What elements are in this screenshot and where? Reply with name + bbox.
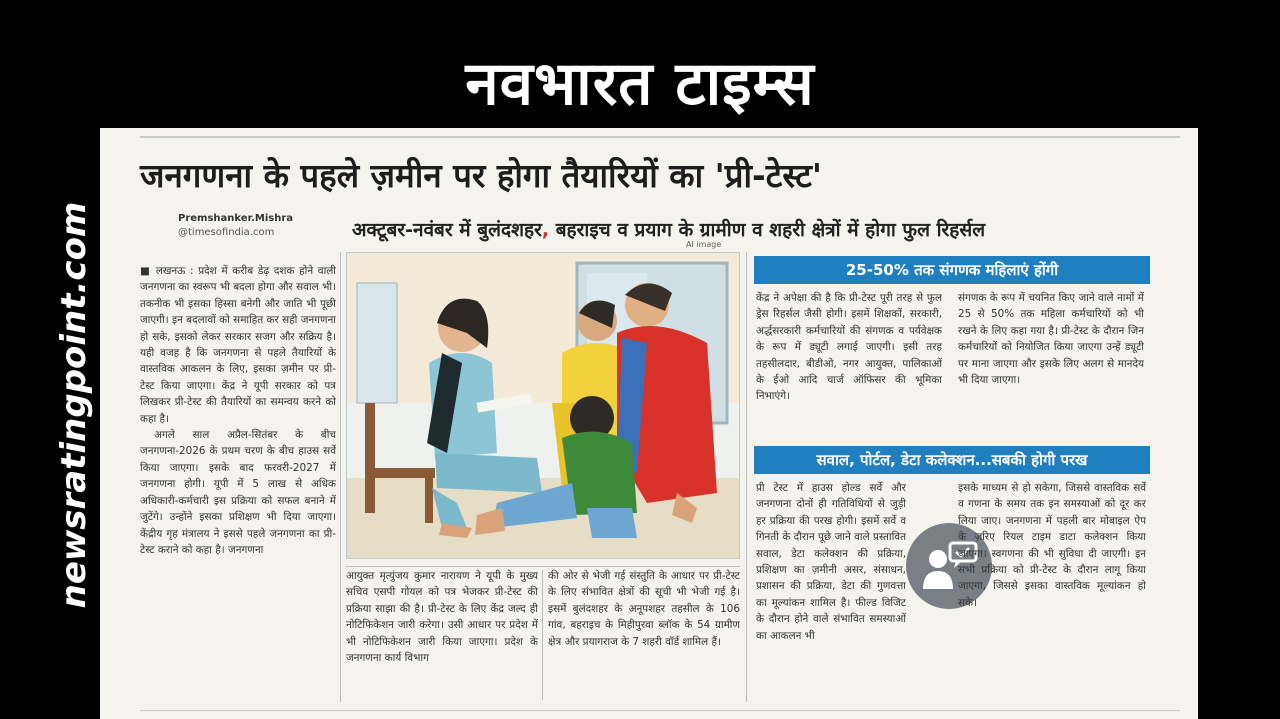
- box1-column-1-text: केंद्र ने अपेक्षा की है कि प्री-टेस्ट पूरी तरह से फुल ड्रेस रिहर्सल जैसी होगी। इसमें शिक्षकों, सरकारी, अर्द्धसरकारी कर्मचारियों की संगणक व पर्यवेक्षक के रूप में ड्यूटी लगाई जाएगी। इसी तरह तहसीलदार, बीडीओ, नगर आयुक्त, पालिकाओं के ईओ आदि चार्ज ऑफिसर की भूमिका निभाएंगे।: [756, 292, 942, 403]
- subhead-part1: अक्टूबर-नवंबर में बुलंदशहर: [352, 219, 542, 241]
- box2-title-bar: [754, 446, 1150, 474]
- subhead-part2: बहराइच व प्रयाग के ग्रामीण व शहरी क्षेत्रों में होगा फुल रिहर्सल: [549, 219, 986, 241]
- box1-column-2: [958, 290, 1144, 438]
- column-divider: [542, 570, 543, 700]
- newspaper-clipping: [100, 128, 1198, 719]
- column-2: [346, 568, 538, 703]
- box2-column-2-text: इसके माध्यम से हो सकेगा, जिससे वास्तविक सर्वे व गणना के समय तक इन समस्याओं को दूर कर लिया जाए। जनगणना में पहली बार मोबाइल ऐप के ज़रिए रियल टाइम डाटा कलेक्शन किया जाएगा। स्वगणना की भी सुविधा दी जाएगी। इन सभी प्रक्रिया को प्री-टेस्ट के दौरान लागू किया जाएगा, जिससे इसका वास्तविक मूल्यांकन हो सके।: [958, 482, 1146, 609]
- column-1: [140, 263, 336, 703]
- box2-title: सवाल, पोर्टल, डेटा कलेक्शन...सबकी होगी परख: [816, 451, 1088, 469]
- ai-image-label: AI image: [686, 240, 722, 249]
- subhead-comma: ,: [541, 219, 550, 241]
- article-subhead: [352, 216, 985, 242]
- article-headline: जनगणना के पहले ज़मीन पर होगा तैयारियों का 'प्री-टेस्ट': [140, 156, 822, 195]
- census-illustration: [346, 252, 740, 559]
- column-1-paragraph-2: अगले साल अप्रैल-सितंबर के बीच जनगणना-2026 के प्रथम चरण के बीच हाउस सर्वे किया जाएगा। इसके बाद फरवरी-2027 में जनगणना होगी। यूपी में 5 लाख से अधिक अधिकारी-कर्मचारी इस प्रक्रिया को सफल बनाने में जुटेंगे। उन्होंने इसका प्रशिक्षण भी दिया जाएगा। केंद्रीय गृह मंत्रालय ने इससे पहले जनगणना का प्री-टेस्ट कराने को कहा है। जनगणना: [140, 429, 336, 556]
- census-worker-family-image: [347, 253, 740, 559]
- column-2-paragraph: आयुक्त मृत्युंजय कुमार नारायण ने यूपी के मुख्य सचिव एसपी गोयल को पत्र भेजकर प्री-टेस्ट की प्रक्रिया साझा की है। प्री-टेस्ट के लिए केंद्र जल्द ही नोटिफिकेशन जारी करेगा। उसी आधार पर प्रदेश में भी नोटिफिकेशन जारी किया जाएगा। प्रदेश के जनगणना कार्य विभाग: [346, 570, 538, 665]
- byline: [178, 212, 293, 240]
- column-divider: [340, 252, 341, 702]
- site-watermark: [44, 201, 104, 609]
- bottom-divider: [140, 710, 1180, 711]
- illustration-caption-divider: [346, 566, 740, 567]
- box1-column-2-text: संगणक के रूप में चयनित किए जाने वाले नामों में 25 से 50% तक महिला कर्मचारियों को भी रखने के लिए कहा गया है। प्री-टेस्ट के दौरान जिन कर्मचारियों को नियोजित किया जाएगा उन्हें ड्यूटी पर माना जाएगा और इसके लिए अलग से मानदेय भी दिया जाएगा।: [958, 292, 1144, 387]
- box2-column-1-text: प्री टेस्ट में हाउस होल्ड सर्वे और जनगणना दोनों ही गतिविधियों से जुड़ी हर प्रक्रिया की परख होगी। इसमें सर्वे व गिनती के दौरान पूछे जाने वाले प्रस्तावित सवाल, डेटा कलेक्शन की प्रक्रिया, प्रशिक्षण का ज़मीनी असर, संसाधन, प्रशासन की प्रक्रिया, डेटा की गुणवत्ता का मूल्यांकन शामिल है। फील्ड विजिट के दौरान होने वाले संभावित समस्याओं का आकलन भी: [756, 482, 906, 642]
- column-1-paragraph-1: ■ लखनऊ : प्रदेश में करीब डेढ़ दशक होने वाली जनगणना का स्वरूप भी बदला होगा और सवाल भी। तकनीक भी इसका हिस्सा बनेगी और जाति भी पूछी जाएगी। इन बदलावों को समाहित कर सही जनगणना हो सके, इसको लेकर सरकार सजग और सक्रिय है। यही वजह है कि जनगणना से पहले तैयारियों के वास्तविक आकलन के लिए, इसका ज़मीन पर प्री-टेस्ट किया जाएगा। केंद्र ने यूपी सरकार को पत्र लिखकर प्री-टेस्ट की तैयारियों का समन्वय करने को कहा है।: [140, 265, 336, 425]
- watermark-text: newsratingpoint.com: [54, 201, 94, 609]
- box2-column-1: [756, 480, 906, 702]
- box2-column-2: [958, 480, 1146, 702]
- column-3: [548, 568, 740, 703]
- newspaper-masthead: नवभारत टाइम्स: [465, 49, 815, 119]
- box1-title-bar: [754, 256, 1150, 284]
- box1-column-1: [756, 290, 942, 438]
- box1-title: 25-50% तक संगणक महिलाएं होंगी: [845, 261, 1059, 279]
- column-divider: [746, 252, 747, 702]
- byline-source: @timesofindia.com: [178, 227, 275, 238]
- column-3-paragraph: की ओर से भेजी गई संस्तुति के आधार पर प्री-टेस्ट के लिए संभावित क्षेत्रों की सूची भी भेजी गई है। इसमें बुलंदशहर के अनूपशहर तहसील के 106 गांव, बहराइच के मिहीपुरवा ब्लॉक के 54 ग्रामीण क्षेत्र और प्रयागराज के 7 शहरी वॉर्ड शामिल हैं।: [548, 570, 740, 648]
- top-divider: [140, 136, 1180, 138]
- byline-author: Premshanker.Mishra: [178, 213, 293, 224]
